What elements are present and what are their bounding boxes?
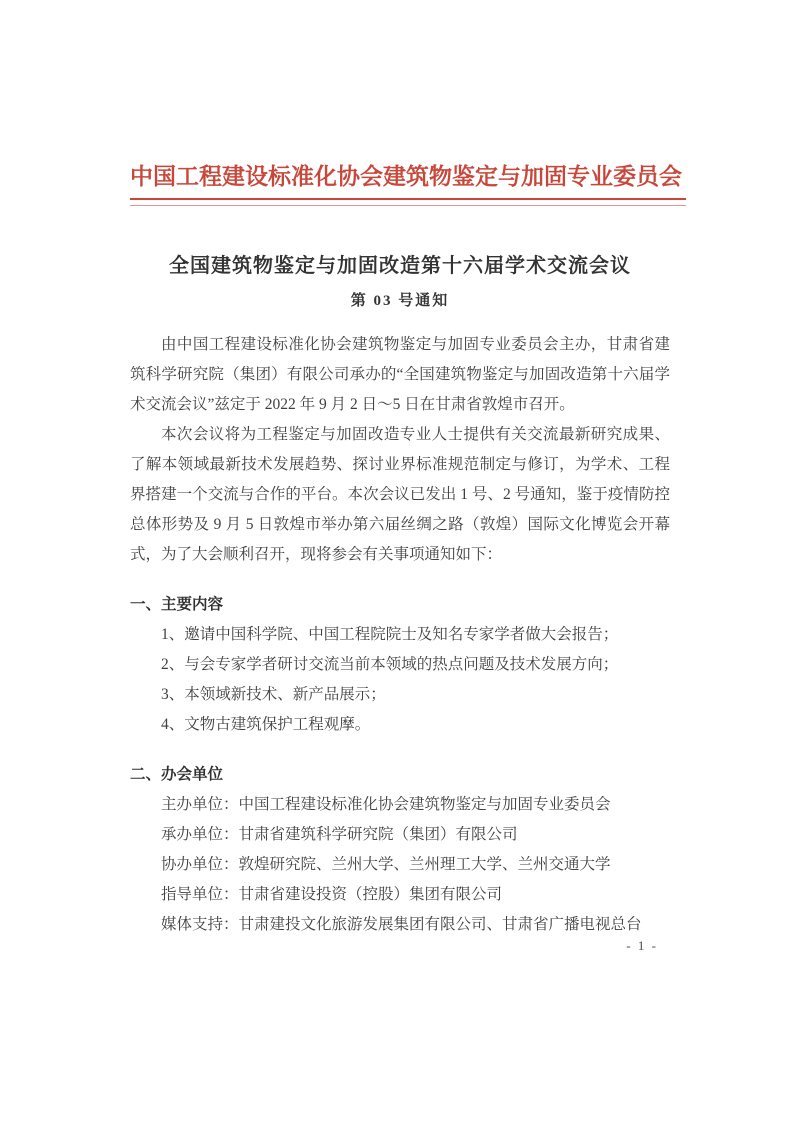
section-organizers bbox=[130, 760, 670, 940]
section-heading-main-content: 一、主要内容 bbox=[130, 596, 224, 613]
list-item: 指导单位：甘肃省建设投资（控股）集团有限公司 bbox=[161, 886, 503, 903]
organization-title: 中国工程建设标准化协会建筑物鉴定与加固专业委员会 bbox=[130, 163, 682, 189]
intro-paragraph-2: 本次会议将为工程鉴定与加固改造专业人士提供有关交流最新研究成果、了解本领域最新技术发展趋势、探讨业界标准规范制定与修订，为学术、工程界搭建一个交流与合作的平台。本次会议已发出 1 号、2 号通知，鉴于疫情防控总体形势及 9 月 5 日敦煌市举办第六届丝绸之路（敦煌）国际文化博览会开幕式，为了大会顺利召开，现将参会有关事项通知如下： bbox=[130, 426, 670, 563]
list-item: 4、文物古建筑保护工程观摩。 bbox=[161, 716, 371, 733]
letterhead bbox=[130, 158, 682, 206]
page-number: - 1 - bbox=[626, 938, 658, 953]
document-body bbox=[130, 330, 670, 940]
notice-number: 第 03 号通知 bbox=[350, 293, 450, 309]
list-item: 1、邀请中国科学院、中国工程院院士及知名专家学者做大会报告； bbox=[161, 626, 619, 643]
list-item: 协办单位：敦煌研究院、兰州大学、兰州理工大学、兰州交通大学 bbox=[161, 856, 611, 873]
list-item: 3、本领域新技术、新产品展示； bbox=[161, 686, 386, 703]
letterhead-double-rule bbox=[130, 198, 686, 206]
list-item: 承办单位：甘肃省建筑科学研究院（集团）有限公司 bbox=[161, 826, 518, 843]
section-heading-organizers: 二、办会单位 bbox=[130, 766, 224, 783]
list-item: 主办单位：中国工程建设标准化协会建筑物鉴定与加固专业委员会 bbox=[161, 796, 611, 813]
conference-title: 全国建筑物鉴定与加固改造第十六届学术交流会议 bbox=[169, 255, 631, 277]
intro-paragraph-1: 由中国工程建设标准化协会建筑物鉴定与加固专业委员会主办，甘肃省建筑科学研究院（集团）有限公司承办的“全国建筑物鉴定与加固改造第十六届学术交流会议”兹定于 2022 年 9 月 2 日～5 日在甘肃省敦煌市召开。 bbox=[130, 336, 670, 413]
list-item: 2、与会专家学者研讨交流当前本领域的热点问题及技术发展方向； bbox=[161, 656, 619, 673]
document-content bbox=[130, 158, 682, 940]
list-item: 媒体支持：甘肃建投文化旅游发展集团有限公司、甘肃省广播电视总台 bbox=[161, 916, 642, 933]
section-main-content bbox=[130, 590, 670, 740]
